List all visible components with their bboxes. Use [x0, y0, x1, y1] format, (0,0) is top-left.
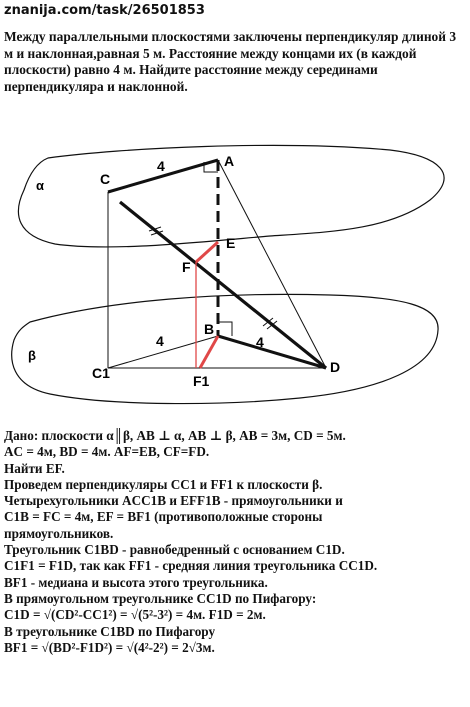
segment-CD [120, 202, 326, 368]
solution-line: BF1 = √(BD²-F1D²) = √(4²-2²) = 2√3м. [4, 639, 215, 655]
solution-line: C1D = √(CD²-CC1²) = √(5²-3²) = 4м. F1D = 2м. [4, 607, 266, 623]
point-label-C1: C1 [92, 365, 110, 381]
segment-EF [196, 242, 218, 262]
solution-line: C1B = FC = 4м, EF = BF1 (противоположные стороны [4, 509, 323, 525]
site-url: znanija.com/task/26501853 [4, 3, 205, 18]
plane-beta-outline [12, 294, 438, 403]
problem-statement: Между параллельными плоскостями заключены перпендикуляр длиной 3 м и наклонная,равная 5 м. Расстояние между концами их (в каждой плоскости) равно 4 м. Найдите расстояние между серединами перпендикуляра и наклонной. [4, 29, 457, 94]
solution-line: Дано: плоскости α║β, AB ⊥ α, AB ⊥ β, AB = 3м, CD = 5м. [4, 428, 346, 443]
geometry-figure [0, 140, 470, 425]
point-label-E: E [226, 235, 236, 251]
solution-line: Найти EF. [4, 460, 65, 476]
length-label-BD: 4 [256, 334, 264, 350]
point-label-C: C [100, 171, 111, 187]
solution-line: Треугольник C1BD - равнобедренный с основанием C1D. [4, 542, 345, 558]
solution-line: BF1 - медиана и высота этого треугольника. [4, 574, 268, 590]
length-label-C1B: 4 [156, 333, 164, 349]
right-angle-B [218, 322, 232, 336]
point-label-D: D [330, 359, 341, 375]
solution-line: В прямоугольном треугольнике CC1D по Пифагору: [4, 590, 317, 606]
solution-line: прямоугольников. [4, 525, 114, 541]
point-label-F1: F1 [193, 373, 210, 389]
solution-line: AC = 4м, BD = 4м. AF=EB, CF=FD. [4, 444, 210, 460]
solution-line: Четырехугольники ACC1B и EFF1B - прямоугольники и [4, 493, 343, 509]
segment-AD [218, 160, 326, 368]
point-label-F: F [182, 259, 191, 275]
point-label-B: B [204, 321, 215, 337]
plane-alpha-label: α [36, 178, 44, 193]
plane-beta-label: β [28, 348, 36, 363]
solution-text [4, 428, 470, 656]
solution-line: Проведем перпендикуляры CC1 и FF1 к плоскости β. [4, 476, 323, 492]
segment-BD [218, 336, 326, 368]
point-label-A: A [224, 153, 235, 169]
length-label-CA: 4 [157, 158, 165, 174]
solution-line: C1F1 = F1D, так как FF1 - средняя линия треугольника CC1D. [4, 558, 378, 574]
solution-line: В треугольнике C1BD по Пифагору [4, 623, 216, 639]
